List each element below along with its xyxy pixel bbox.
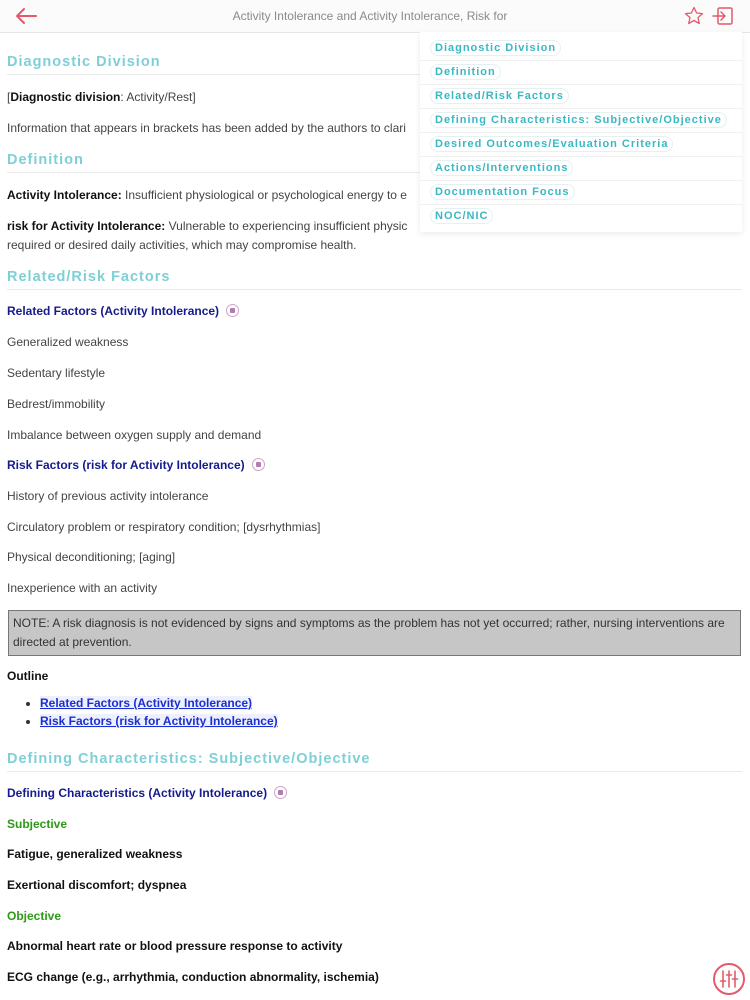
- diagnostic-division-label: Diagnostic division: [10, 90, 121, 104]
- toc-item-definition[interactable]: [430, 64, 501, 82]
- toc-item-related-risk-factors[interactable]: [430, 88, 569, 106]
- toc-item-label: Actions/Interventions: [430, 160, 573, 176]
- list-item: Fatigue, generalized weakness: [7, 847, 183, 861]
- outline-list-item: [40, 696, 278, 710]
- defining-characteristics-subheading: [7, 786, 287, 800]
- reference-icon[interactable]: [274, 786, 287, 799]
- divider: [420, 84, 742, 85]
- definition-ai-label: Activity Intolerance:: [7, 188, 122, 202]
- list-item: ECG change (e.g., arrhythmia, conduction abnormality, ischemia): [7, 970, 379, 984]
- section-heading-diagnostic-division: Diagnostic Division: [7, 54, 742, 75]
- table-of-contents-popover: [420, 32, 742, 232]
- divider: [420, 60, 742, 61]
- diagnostic-division-line: [7, 90, 196, 104]
- toc-item-label: Desired Outcomes/Evaluation Criteria: [430, 136, 673, 152]
- divider: [420, 156, 742, 157]
- toc-item-label: Defining Characteristics: Subjective/Objective: [430, 112, 727, 128]
- definition-risk-text: Vulnerable to experiencing insufficient physic: [165, 219, 408, 233]
- list-item: Abnormal heart rate or blood pressure response to activity: [7, 939, 343, 953]
- risk-factors-label: Risk Factors (risk for Activity Intolerance): [7, 458, 245, 472]
- defining-characteristics-label: Defining Characteristics (Activity Intolerance): [7, 786, 268, 800]
- toc-item-label: Documentation Focus: [430, 184, 575, 200]
- list-item: Inexperience with an activity: [7, 581, 158, 595]
- info-text: Information that appears in brackets has been added by the authors to clari: [7, 121, 406, 135]
- list-item: Physical deconditioning; [aging]: [7, 550, 176, 564]
- outline-list: [22, 696, 278, 732]
- toc-item-label: Diagnostic Division: [430, 40, 561, 56]
- subjective-label: Subjective: [7, 817, 68, 831]
- toc-item-desired-outcomes[interactable]: [430, 136, 673, 154]
- settings-sliders-button[interactable]: [713, 963, 745, 995]
- diagnostic-division-value: : Activity/Rest]: [120, 90, 196, 104]
- definition-risk-label: risk for Activity Intolerance:: [7, 219, 166, 233]
- star-icon[interactable]: [684, 6, 704, 26]
- list-item: Sedentary lifestyle: [7, 366, 106, 380]
- definition-risk-continued: required or desired daily activities, which may compromise health.: [7, 238, 357, 252]
- outline-list-item: [40, 714, 278, 728]
- outline-label: Outline: [7, 669, 49, 683]
- toc-item-defining-characteristics[interactable]: [430, 112, 727, 130]
- divider: [420, 180, 742, 181]
- toc-item-documentation-focus[interactable]: [430, 184, 575, 202]
- toc-item-label: NOC/NIC: [430, 208, 493, 224]
- toc-item-noc-nic[interactable]: [430, 208, 493, 226]
- reference-icon[interactable]: [252, 458, 265, 471]
- sliders-icon: [715, 965, 743, 993]
- related-factors-label: Related Factors (Activity Intolerance): [7, 304, 220, 318]
- list-item: Generalized weakness: [7, 335, 129, 349]
- top-bar: [0, 0, 750, 33]
- list-item: Exertional discomfort; dyspnea: [7, 878, 187, 892]
- related-factors-subheading: [7, 304, 239, 318]
- risk-factors-subheading: [7, 458, 265, 472]
- back-arrow-icon[interactable]: [14, 6, 38, 26]
- list-item: Circulatory problem or respiratory condition; [dysrhythmias]: [7, 520, 321, 534]
- definition-ai-text: Insufficient physiological or psychological energy to e: [121, 188, 407, 202]
- exit-icon[interactable]: [712, 6, 734, 26]
- reference-icon[interactable]: [226, 304, 239, 317]
- divider: [420, 204, 742, 205]
- objective-label: Objective: [7, 909, 62, 923]
- toc-item-label: Definition: [430, 64, 501, 80]
- note-box: NOTE: A risk diagnosis is not evidenced by signs and symptoms as the problem has not yet occurred; rather, nursing interventions are directed at prevention.: [8, 610, 741, 656]
- toc-item-label: Related/Risk Factors: [430, 88, 569, 104]
- section-heading-defining-characteristics: Defining Characteristics: Subjective/Objective: [7, 751, 742, 772]
- page-title: Activity Intolerance and Activity Intolerance, Risk for: [232, 9, 508, 23]
- toc-item-diagnostic-division[interactable]: [430, 40, 561, 58]
- divider: [420, 108, 742, 109]
- list-item: History of previous activity intolerance: [7, 489, 209, 503]
- section-heading-definition: Definition: [7, 152, 742, 173]
- outline-link-related-factors[interactable]: Related Factors (Activity Intolerance): [40, 696, 253, 710]
- list-item: Imbalance between oxygen supply and demand: [7, 428, 262, 442]
- definition-risk: [7, 219, 407, 233]
- divider: [420, 132, 742, 133]
- section-heading-related-risk-factors: Related/Risk Factors: [7, 269, 742, 290]
- bracket-open: [: [7, 90, 11, 104]
- list-item: Bedrest/immobility: [7, 397, 106, 411]
- outline-link-risk-factors[interactable]: Risk Factors (risk for Activity Intolerance): [40, 714, 278, 728]
- toc-item-actions-interventions[interactable]: [430, 160, 573, 178]
- definition-activity-intolerance: [7, 188, 407, 202]
